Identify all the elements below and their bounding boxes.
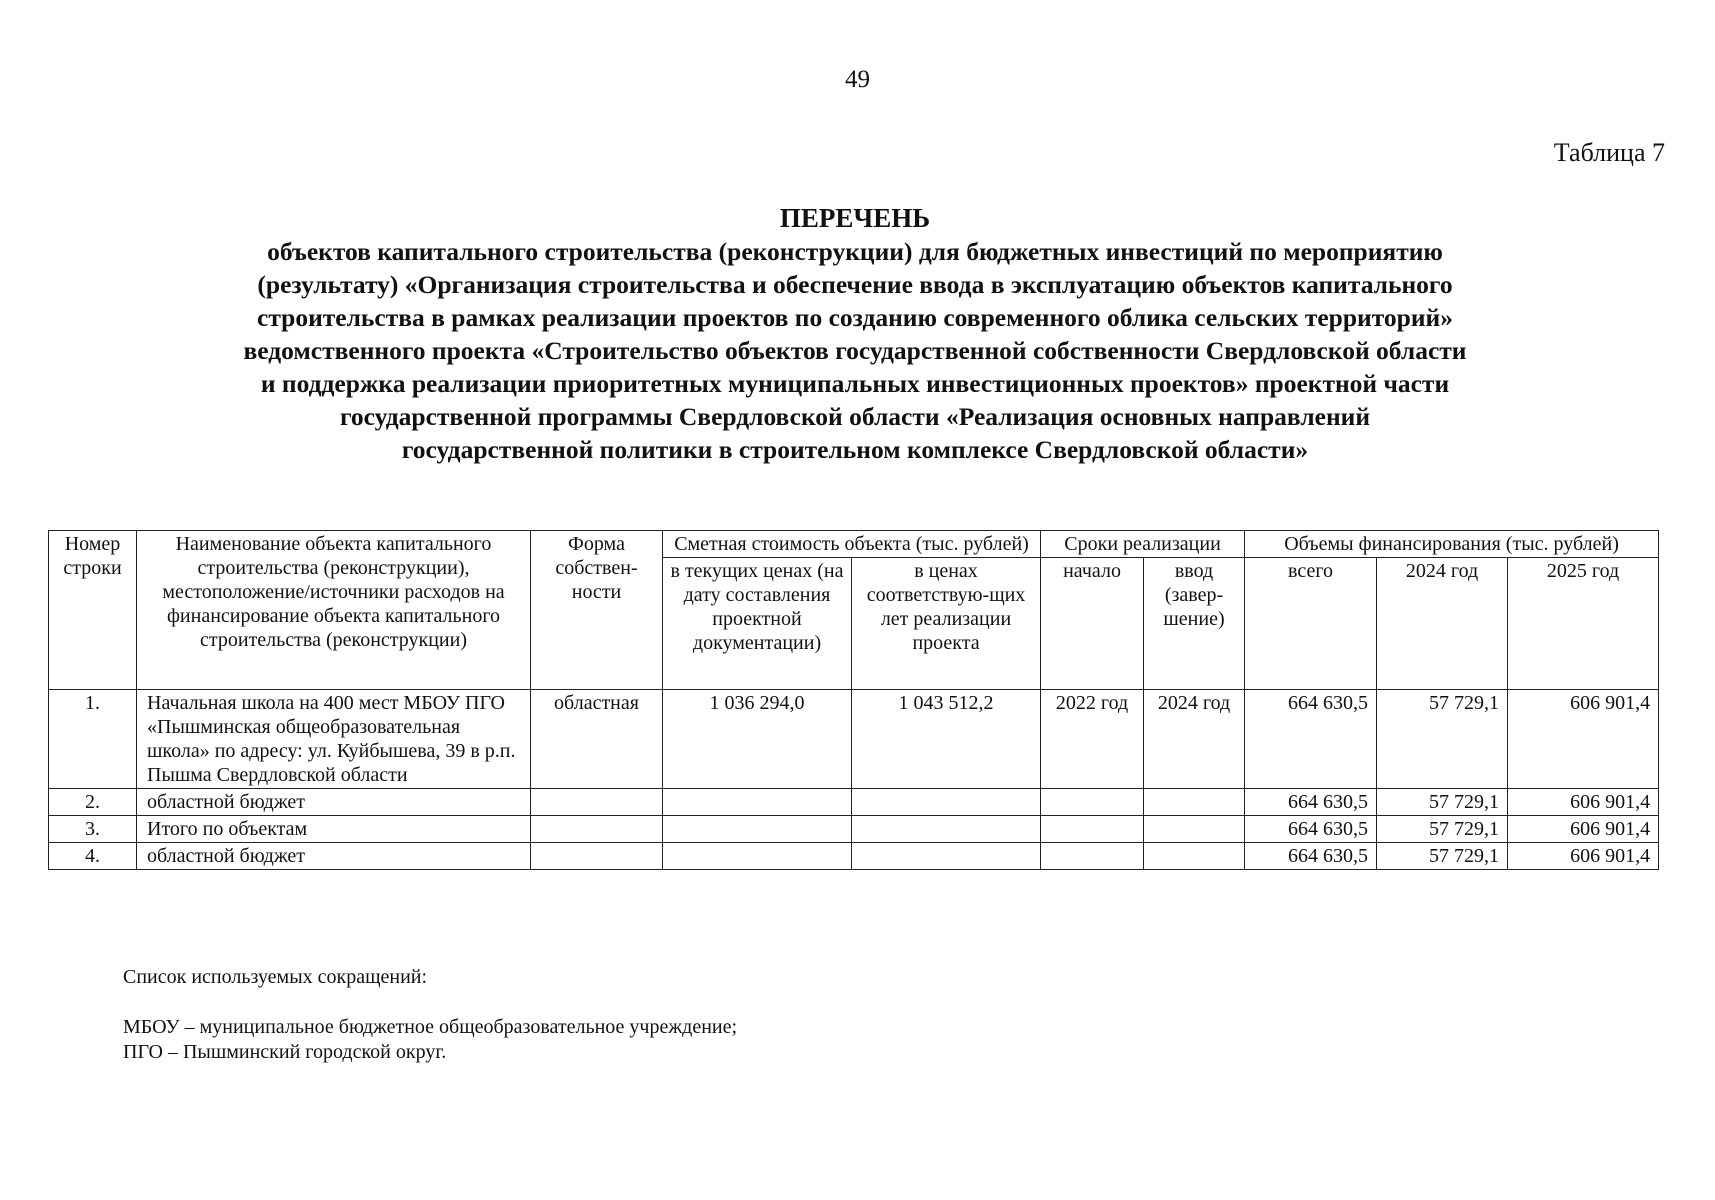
cell-2025: 606 901,4 [1508, 789, 1659, 816]
header-terms: Сроки реализации [1041, 531, 1245, 558]
header-ownership: Форма собствен-ности [531, 531, 663, 690]
cell-cost-years [852, 843, 1041, 870]
header-object-name: Наименование объекта капитального строительства (реконструкции), местоположение/источники расходов на финансирование объекта капитального строительства (реконструкции) [137, 531, 531, 690]
cell-start [1041, 789, 1144, 816]
cell-name: Итого по объектам [137, 816, 531, 843]
title-heading: ПЕРЕЧЕНЬ [779, 203, 931, 233]
objects-table [48, 530, 1659, 870]
abbreviation-item: МБОУ – муниципальное бюджетное общеобразовательное учреждение; [123, 1016, 738, 1038]
cell-name: областной бюджет [137, 789, 531, 816]
header-fin-2025: 2025 год [1508, 558, 1659, 690]
cell-ownership [531, 843, 663, 870]
cell-total: 664 630,5 [1245, 789, 1377, 816]
title-line: государственной политики в строительном комплексе Свердловской области» [401, 435, 1309, 464]
table-row [49, 690, 1659, 789]
header-row-number: Номер строки [49, 531, 137, 690]
cell-num: 4. [49, 843, 137, 870]
header-fin-total: всего [1245, 558, 1377, 690]
header-term-end: ввод (завер-шение) [1144, 558, 1245, 690]
table-row [49, 789, 1659, 816]
title-line: ведомственного проекта «Строительство объектов государственной собственности Свердловской области [243, 336, 1467, 365]
table-row [49, 816, 1659, 843]
document-title [140, 202, 1570, 466]
header-cost-current: в текущих ценах (на дату составления проектной документации) [663, 558, 852, 690]
cell-end [1144, 789, 1245, 816]
cell-end [1144, 816, 1245, 843]
cell-2024: 57 729,1 [1377, 816, 1508, 843]
cell-2025: 606 901,4 [1508, 843, 1659, 870]
page-number: 49 [845, 66, 870, 93]
cell-cost-current [663, 789, 852, 816]
cell-cost-years [852, 789, 1041, 816]
cell-cost-current [663, 843, 852, 870]
header-term-start: начало [1041, 558, 1144, 690]
title-line: и поддержка реализации приоритетных муниципальных инвестиционных проектов» проектной части [260, 369, 1450, 398]
cell-cost-years: 1 043 512,2 [852, 690, 1041, 789]
cell-num: 1. [49, 690, 137, 789]
header-cost-years: в ценах соответствую-щих лет реализации проекта [852, 558, 1041, 690]
cell-num: 2. [49, 789, 137, 816]
cell-start: 2022 год [1041, 690, 1144, 789]
cell-name: Начальная школа на 400 мест МБОУ ПГО «Пышминская общеобразовательная школа» по адресу: ул. Куйбышева, 39 в р.п. Пышма Свердловской области [137, 690, 531, 789]
cell-ownership: областная [531, 690, 663, 789]
title-line: объектов капитального строительства (реконструкции) для бюджетных инвестиций по мероприятию [267, 237, 1443, 266]
table-label: Таблица 7 [1553, 138, 1665, 167]
title-line: (результату) «Организация строительства и обеспечение ввода в эксплуатацию объектов капитального [257, 270, 1453, 299]
cell-cost-years [852, 816, 1041, 843]
title-line: государственной программы Свердловской области «Реализация основных направлений [339, 402, 1371, 431]
cell-cost-current: 1 036 294,0 [663, 690, 852, 789]
abbreviations-heading: Список используемых сокращений: [123, 966, 428, 988]
cell-start [1041, 816, 1144, 843]
header-fin-2024: 2024 год [1377, 558, 1508, 690]
cell-start [1041, 843, 1144, 870]
cell-total: 664 630,5 [1245, 843, 1377, 870]
cell-cost-current [663, 816, 852, 843]
table-row [49, 843, 1659, 870]
cell-total: 664 630,5 [1245, 816, 1377, 843]
header-row [49, 531, 1659, 558]
cell-2024: 57 729,1 [1377, 789, 1508, 816]
cell-2025: 606 901,4 [1508, 816, 1659, 843]
cell-2025: 606 901,4 [1508, 690, 1659, 789]
cell-ownership [531, 789, 663, 816]
header-estimated-cost: Сметная стоимость объекта (тыс. рублей) [663, 531, 1041, 558]
cell-num: 3. [49, 816, 137, 843]
cell-name: областной бюджет [137, 843, 531, 870]
cell-end: 2024 год [1144, 690, 1245, 789]
cell-end [1144, 843, 1245, 870]
cell-ownership [531, 816, 663, 843]
cell-total: 664 630,5 [1245, 690, 1377, 789]
abbreviation-item: ПГО – Пышминский городской округ. [123, 1041, 447, 1063]
title-line: строительства в рамках реализации проектов по созданию современного облика сельских территорий» [257, 303, 1453, 332]
header-financing: Объемы финансирования (тыс. рублей) [1245, 531, 1659, 558]
abbreviations [123, 965, 737, 1065]
cell-2024: 57 729,1 [1377, 843, 1508, 870]
cell-2024: 57 729,1 [1377, 690, 1508, 789]
